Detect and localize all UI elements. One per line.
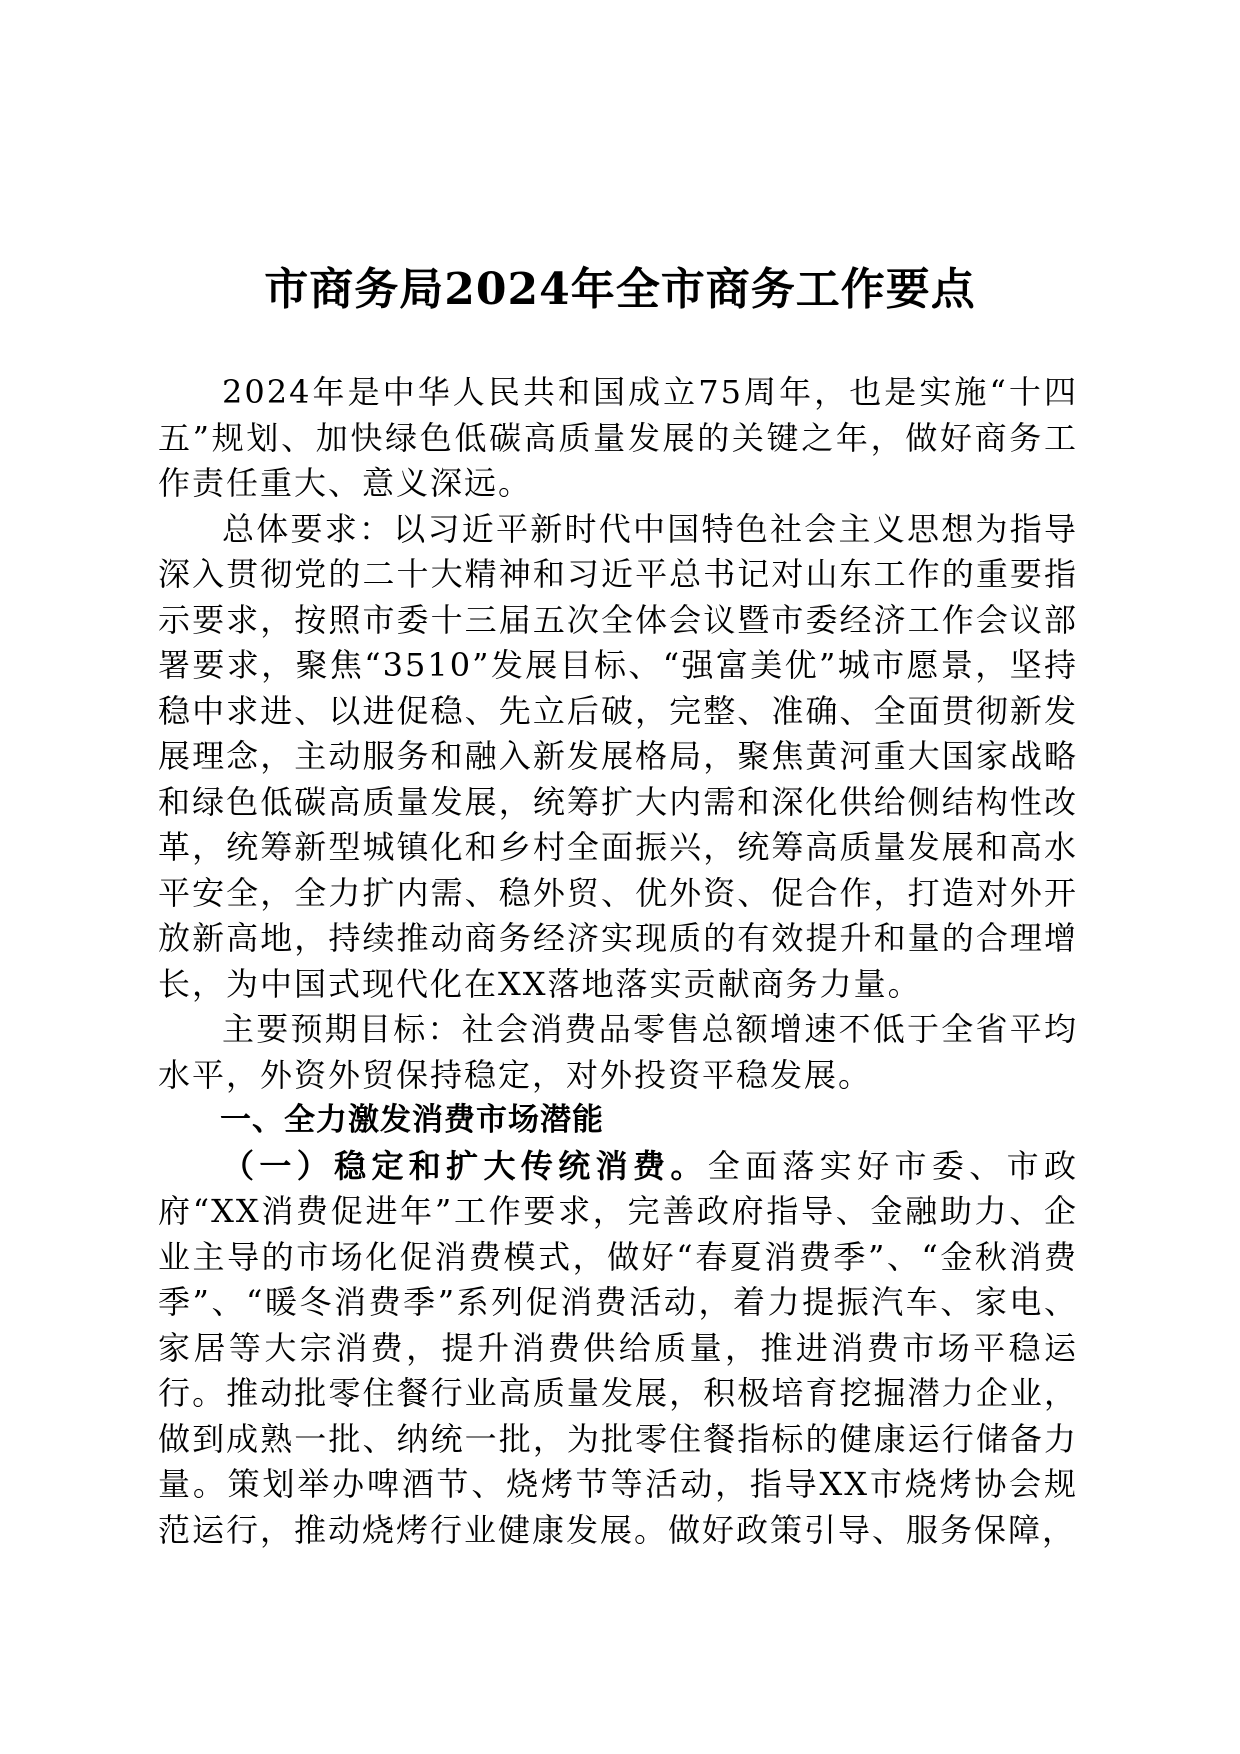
general-requirements-paragraph: 总体要求：以习近平新时代中国特色社会主义思想为指导深入贯彻党的二十大精神和习近平总书记对山东工作的重要指示要求，按照市委十三届五次全体会议暨市委经济工作会议部署要求，聚焦“3510”发展目标、“强富美优”城市愿景，坚持稳中求进、以进促稳、先立后破，完整、准确、全面贯彻新发展理念，主动服务和融入新发展格局，聚焦黄河重大国家战略和绿色低碳高质量发展，统筹扩大内需和深化供给侧结构性改革，统筹新型城镇化和乡村全面振兴，统筹高质量发展和高水平安全，全力扩内需、稳外贸、优外资、促合作，打造对外开放新高地，持续推动商务经济实现质的有效提升和量的合理增长，为中国式现代化在XX落地落实贡献商务力量。 <box>158 509 1078 1003</box>
section-heading-consumption: 一、全力激发消费市场潜能 <box>220 1102 604 1138</box>
subsection-traditional-consumption <box>158 1144 1078 1554</box>
intro-paragraph: 2024年是中华人民共和国成立75周年，也是实施“十四五”规划、加快绿色低碳高质量发展的关键之年，做好商务工作责任重大、意义深远。 <box>158 373 1078 502</box>
subsection-body: 全面落实好市委、市政府“XX消费促进年”工作要求，完善政府指导、金融助力、企业主导的市场化促消费模式，做好“春夏消费季”、“金秋消费季”、“暖冬消费季”系列促消费活动，着力提振汽车、家电、家居等大宗消费，提升消费供给质量，推进消费市场平稳运行。推动批零住餐行业高质量发展，积极培育挖掘潜力企业，做到成熟一批、纳统一批，为批零住餐指标的健康运行储备力量。策划举办啤酒节、烧烤节等活动，指导XX市烧烤协会规范运行，推动烧烤行业健康发展。做好政策引导、服务保障， <box>158 1146 1078 1549</box>
subsection-lead: （一）稳定和扩大传统消费。 <box>222 1146 708 1185</box>
document-body <box>158 370 1078 1553</box>
expected-goals-paragraph: 主要预期目标：社会消费品零售总额增速不低于全省平均水平，外资外贸保持稳定，对外投资平稳发展。 <box>158 1010 1078 1094</box>
document-title: 市商务局2024年全市商务工作要点 <box>264 264 976 315</box>
